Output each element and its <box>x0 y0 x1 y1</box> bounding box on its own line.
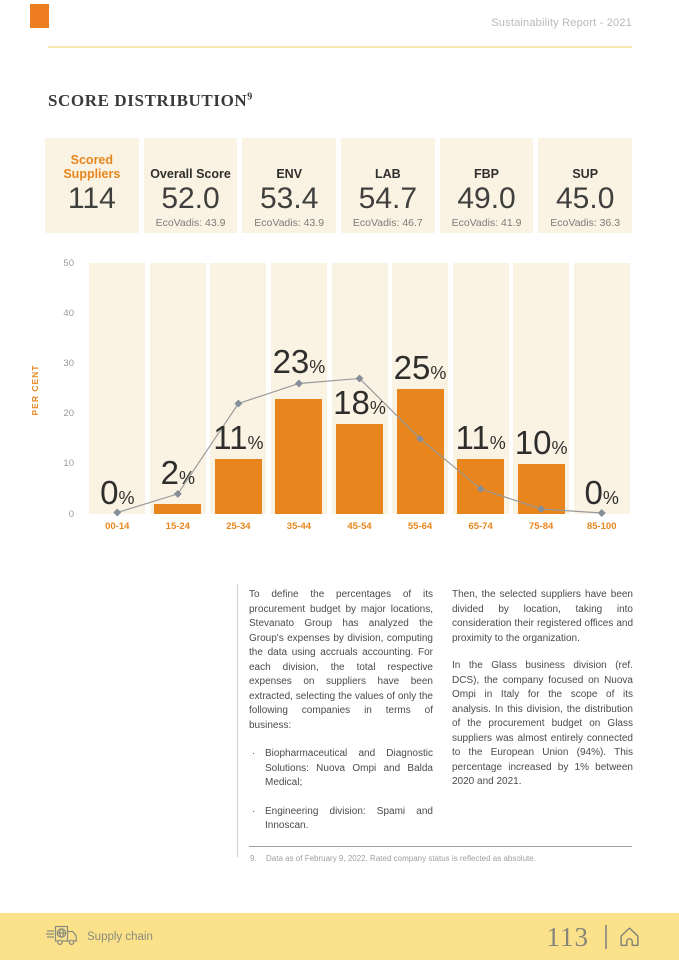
scorecard-label: Scored Suppliers <box>63 153 121 181</box>
scorecard-ecovadis: EcoVadis: 43.9 <box>155 216 226 229</box>
bullet-glyph: · <box>252 748 256 759</box>
bullet-list <box>249 747 433 834</box>
bar-value-label: 0% <box>584 474 619 511</box>
scorecard-ecovadis: EcoVadis: 46.7 <box>352 216 423 229</box>
scorecard <box>45 138 139 233</box>
scorecard-ecovadis: EcoVadis: 36.3 <box>550 216 621 229</box>
footer-divider <box>605 925 607 949</box>
scorecard-value: 53.4 <box>259 182 319 215</box>
scorecard-label: ENV <box>276 167 303 181</box>
scorecard-row <box>45 138 632 233</box>
y-axis-tick: 20 <box>63 408 74 420</box>
scorecard <box>144 138 238 233</box>
scorecard <box>538 138 632 233</box>
x-axis-tick: 15-24 <box>165 521 190 532</box>
scorecard-label: LAB <box>375 167 401 181</box>
scorecard-label: FBP <box>474 167 500 181</box>
bar-value-label: 10% <box>514 423 568 461</box>
page-footer <box>0 913 679 960</box>
x-axis-tick: 85-100 <box>586 521 617 532</box>
scorecard-value: 54.7 <box>358 182 418 215</box>
bar-value-label: 11% <box>213 418 264 456</box>
bullet-glyph: · <box>252 805 256 817</box>
footnote-number: 9. <box>250 854 257 863</box>
y-axis-tick: 0 <box>68 508 74 520</box>
scorecard <box>440 138 534 233</box>
scorecard <box>341 138 435 233</box>
line-marker <box>295 380 303 388</box>
scorecard-value: 49.0 <box>457 182 516 215</box>
page-number: 113 <box>546 922 589 952</box>
paragraph: Then, the selected suppliers have been divided by location, taking into consideration their registered offices and proximity to the organization. <box>452 589 633 644</box>
home-icon[interactable] <box>618 925 641 953</box>
score-distribution-chart <box>0 255 679 547</box>
scorecard <box>242 138 336 233</box>
body-left-column <box>249 588 433 834</box>
footnote <box>250 854 633 863</box>
y-axis-tick: 30 <box>63 357 74 369</box>
scorecard-value: 114 <box>67 182 116 215</box>
scorecard-value: 45.0 <box>556 182 615 215</box>
line-marker <box>537 505 545 513</box>
bar-value-label: 11% <box>455 418 506 456</box>
scorecard-value: 52.0 <box>161 182 220 215</box>
x-axis-tick: 35-44 <box>286 521 312 532</box>
x-axis-tick: 55-64 <box>407 521 433 532</box>
page-title <box>48 91 253 111</box>
y-axis-label: PER CENT <box>30 364 40 416</box>
scorecard-label: SUP <box>572 167 599 181</box>
footnote-divider <box>249 846 632 847</box>
scorecard-ecovadis: EcoVadis: 41.9 <box>451 216 522 229</box>
y-axis-tick: 50 <box>63 257 74 269</box>
x-axis-tick: 00-14 <box>105 521 130 532</box>
paragraph: In the Glass business division (ref. DCS), the company focused on Nuova Ompi in Italy for the scope of its analysis. In this division, the distribution of the procurement budget on Glass suppliers was almost entirely connected to the European Union (94%). This percentage increased by 1% between 2020 and 2021. <box>452 660 633 787</box>
bar-value-label: 23% <box>272 343 326 381</box>
scorecard-ecovadis: EcoVadis: 43.9 <box>254 216 325 229</box>
bar-value-label: 0% <box>100 474 135 511</box>
bar-value-label: 25% <box>393 348 447 386</box>
scorecard-label: Overall Score <box>150 167 231 181</box>
header-divider <box>48 46 632 48</box>
truck-icon <box>46 922 78 951</box>
bullet-text: Biopharmaceutical and Diagnostic Solutions: Nuova Ompi and Balda Medical; <box>265 748 433 788</box>
bullet-text: Engineering division: Spami and Innoscan. <box>265 805 433 831</box>
paragraph: To define the percentages of its procurement budget by major locations, Stevanato Group has analyzed the Group's expenses by division, computing the data using accruals accounting. For each division, the total respective expenses on suppliers have been extracted, selecting the values of only the following companies in terms of business: <box>249 589 433 731</box>
body-right-column <box>452 588 633 803</box>
x-axis-tick: 75-84 <box>529 521 554 532</box>
footnote-text: Data as of February 9, 2022. Rated company status is reflected as absolute. <box>266 854 536 863</box>
line-marker <box>234 400 242 408</box>
column-divider <box>237 584 238 857</box>
y-axis-tick: 10 <box>63 458 74 470</box>
x-axis-tick: 25-34 <box>226 521 251 532</box>
footnote-reference: 9 <box>247 91 253 103</box>
page-title-text: SCORE DISTRIBUTION <box>48 91 248 110</box>
bullet-item <box>249 747 433 791</box>
y-axis-tick: 40 <box>63 307 74 319</box>
footer-section-label: Supply chain <box>87 930 153 943</box>
x-axis-tick: 65-74 <box>468 521 493 532</box>
x-axis-tick: 45-54 <box>347 521 372 532</box>
line-marker <box>174 490 182 498</box>
bar-value-label: 2% <box>160 453 196 491</box>
bar-value-label: 18% <box>333 383 386 421</box>
report-header-title: Sustainability Report - 2021 <box>491 17 632 29</box>
page-edge-tab <box>30 4 49 28</box>
bullet-item <box>249 805 433 834</box>
